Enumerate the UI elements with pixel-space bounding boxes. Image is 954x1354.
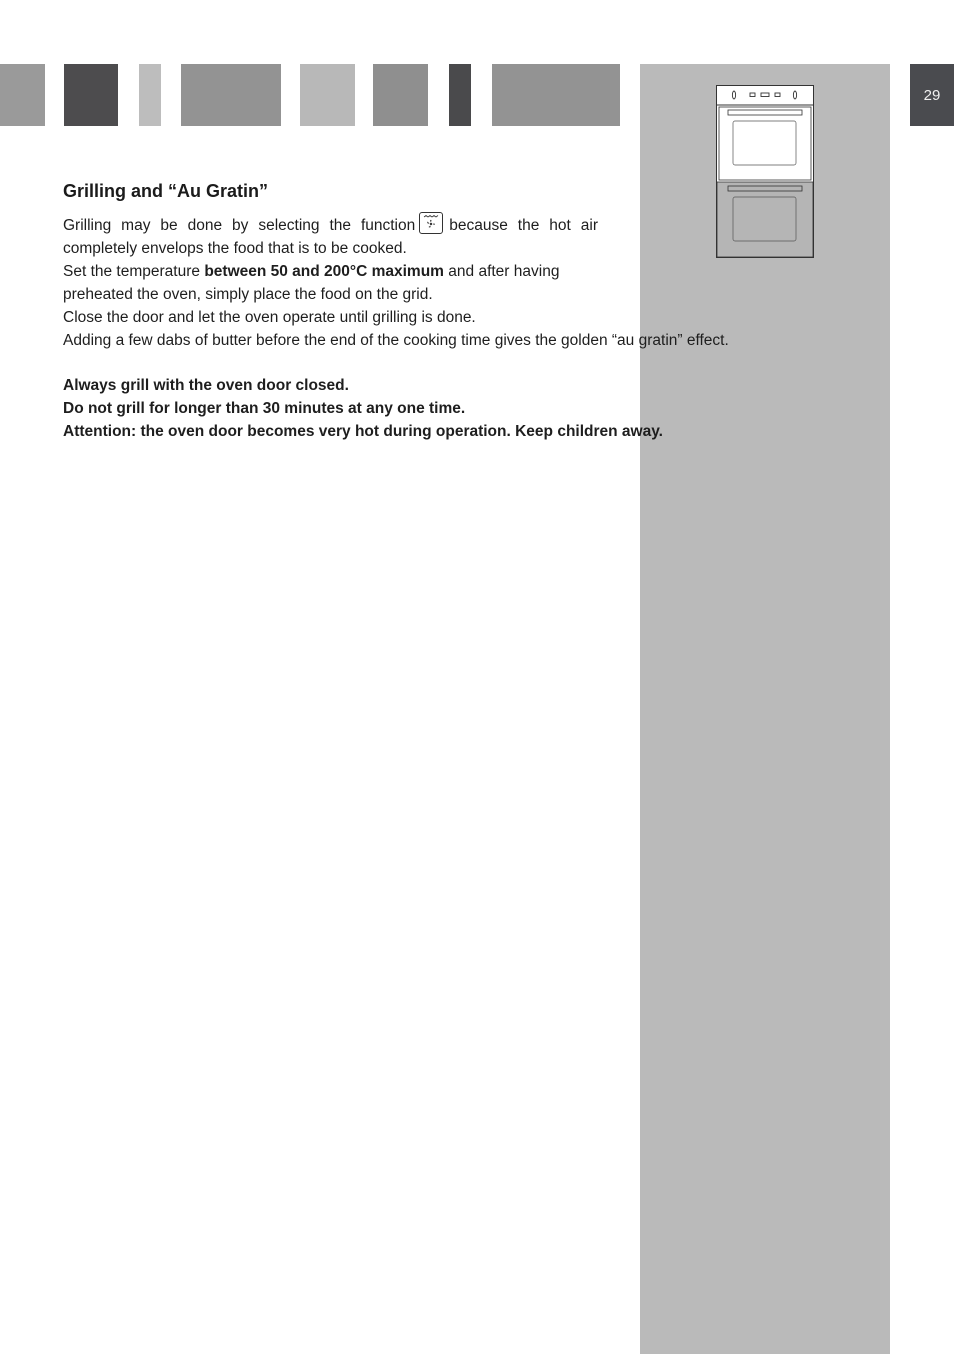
content-area bbox=[63, 178, 823, 443]
header-block bbox=[0, 64, 45, 126]
paragraph-2-line-1: Set the temperature between 50 and 200°C maximum and after having bbox=[63, 263, 560, 280]
header-block bbox=[449, 64, 471, 126]
section-title: Grilling and “Au Gratin” bbox=[63, 181, 269, 201]
header-block bbox=[139, 64, 161, 126]
header-block bbox=[373, 64, 428, 126]
header-block bbox=[492, 64, 620, 126]
warning-hot-door: Attention: the oven door becomes very hot during operation. Keep children away. bbox=[63, 423, 663, 440]
paragraph-1-line-2: completely envelops the food that is to be cooked. bbox=[63, 240, 407, 257]
header-block bbox=[300, 64, 355, 126]
paragraph-3: Close the door and let the oven operate until grilling is done. bbox=[63, 309, 476, 326]
warning-time-limit: Do not grill for longer than 30 minutes at any one time. bbox=[63, 400, 466, 417]
paragraph-4: Adding a few dabs of butter before the end of the cooking time gives the golden “au gratin” effect. bbox=[63, 332, 729, 349]
header-block bbox=[64, 64, 118, 126]
warnings-block bbox=[63, 374, 823, 443]
paragraph-2-line-2: preheated the oven, simply place the food on the grid. bbox=[63, 286, 433, 303]
paragraph-1-line-1: Grilling may be done by selecting the function because the hot air bbox=[63, 212, 598, 237]
grill-fan-function-icon bbox=[419, 212, 443, 234]
page-number: 29 bbox=[910, 64, 954, 126]
header-block bbox=[181, 64, 281, 126]
warning-door-closed: Always grill with the oven door closed. bbox=[63, 377, 349, 394]
temperature-range: between 50 and 200°C maximum bbox=[204, 263, 444, 280]
